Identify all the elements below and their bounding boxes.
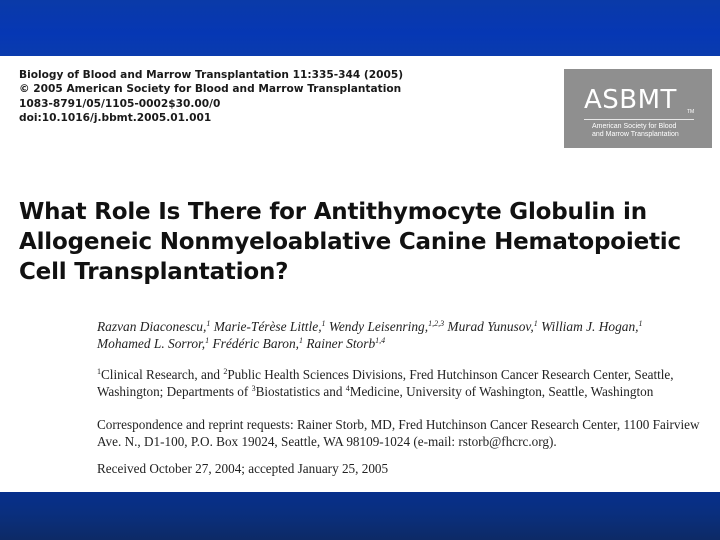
logo-sub-line-1: American Society for Blood: [592, 123, 677, 130]
correspondence: [97, 416, 712, 450]
author-name: Mohamed L. Sorror,: [97, 336, 206, 351]
affil-text: Clinical Research, and: [101, 367, 224, 382]
author-list: [97, 318, 712, 352]
title-line-2: Allogeneic Nonmyeloablative Canine Hematopoietic: [19, 229, 681, 255]
author-affil-sup: 1: [321, 319, 326, 328]
author-name: Rainer Storb: [303, 336, 376, 351]
logo-subtitle: [592, 123, 702, 139]
author-name: Marie-Térèse Little,: [210, 319, 322, 334]
author-name: William J. Hogan,: [537, 319, 639, 334]
author-affil-sup: 1,2,3: [428, 319, 445, 328]
author-affil-sup: 1: [638, 319, 643, 328]
title-line-1: What Role Is There for Antithymocyte Globulin in: [19, 199, 647, 225]
logo-wordmark: ASBMT: [584, 85, 677, 115]
author-affil-sup: 1: [533, 319, 538, 328]
affil-text: Medicine, University of Washington, Seattle, Washington: [349, 384, 654, 399]
affiliations: [97, 366, 712, 400]
logo-sub-line-2: and Marrow Transplantation: [592, 131, 679, 138]
paper-page: [0, 56, 720, 492]
author-name: Razvan Diaconescu,: [97, 319, 207, 334]
asbmt-logo: [564, 69, 712, 148]
author-affil-sup: 1: [299, 336, 303, 345]
author-name: Murad Yunusov,: [444, 319, 534, 334]
logo-divider: [584, 119, 694, 120]
affil-text: Public Health Sciences Divisions, Fred Hutchinson Cancer Research Center, Seattle,: [227, 367, 674, 382]
affil-sup: 3: [251, 384, 256, 393]
article-title: [19, 197, 709, 287]
author-affil-sup: 1: [206, 319, 211, 328]
received-dates: Received October 27, 2004; accepted January 25, 2005: [97, 461, 389, 476]
logo-trademark: TM: [687, 109, 695, 115]
journal-line-3: 1083-8791/05/1105-0002$30.00/0: [19, 97, 221, 110]
affil-sup: 1: [97, 367, 101, 376]
author-name: Wendy Leisenring,: [325, 319, 429, 334]
journal-line-2: © 2005 American Society for Blood and Marrow Transplantation: [19, 83, 402, 96]
author-affil-sup: 1,4: [375, 336, 386, 345]
affil-text: Biostatistics and: [255, 384, 346, 399]
bottom-banner: [0, 492, 720, 540]
author-line-1: [97, 318, 712, 335]
affil-text: Washington; Departments of: [97, 384, 252, 399]
affiliation-line-2: [97, 383, 712, 400]
author-line-2: [97, 335, 712, 352]
journal-citation: [19, 68, 519, 126]
author-name: Frédéric Baron,: [209, 336, 299, 351]
journal-line-4: doi:10.1016/j.bbmt.2005.01.001: [19, 112, 212, 125]
author-affil-sup: 1: [205, 336, 210, 345]
affiliation-line-1: [97, 366, 712, 383]
correspondence-line-1: Correspondence and reprint requests: Rainer Storb, MD, Fred Hutchinson Cancer Research Center, 1100 Fairview: [97, 417, 700, 432]
title-line-3: Cell Transplantation?: [19, 259, 289, 285]
top-banner: [0, 0, 720, 56]
correspondence-line-2: Ave. N., D1-100, P.O. Box 19024, Seattle, WA 98109-1024 (e-mail: rstorb@fhcrc.org).: [97, 434, 557, 449]
affil-sup: 2: [223, 367, 228, 376]
affil-sup: 4: [345, 384, 350, 393]
journal-line-1: Biology of Blood and Marrow Transplantation 11:335-344 (2005): [19, 69, 404, 81]
